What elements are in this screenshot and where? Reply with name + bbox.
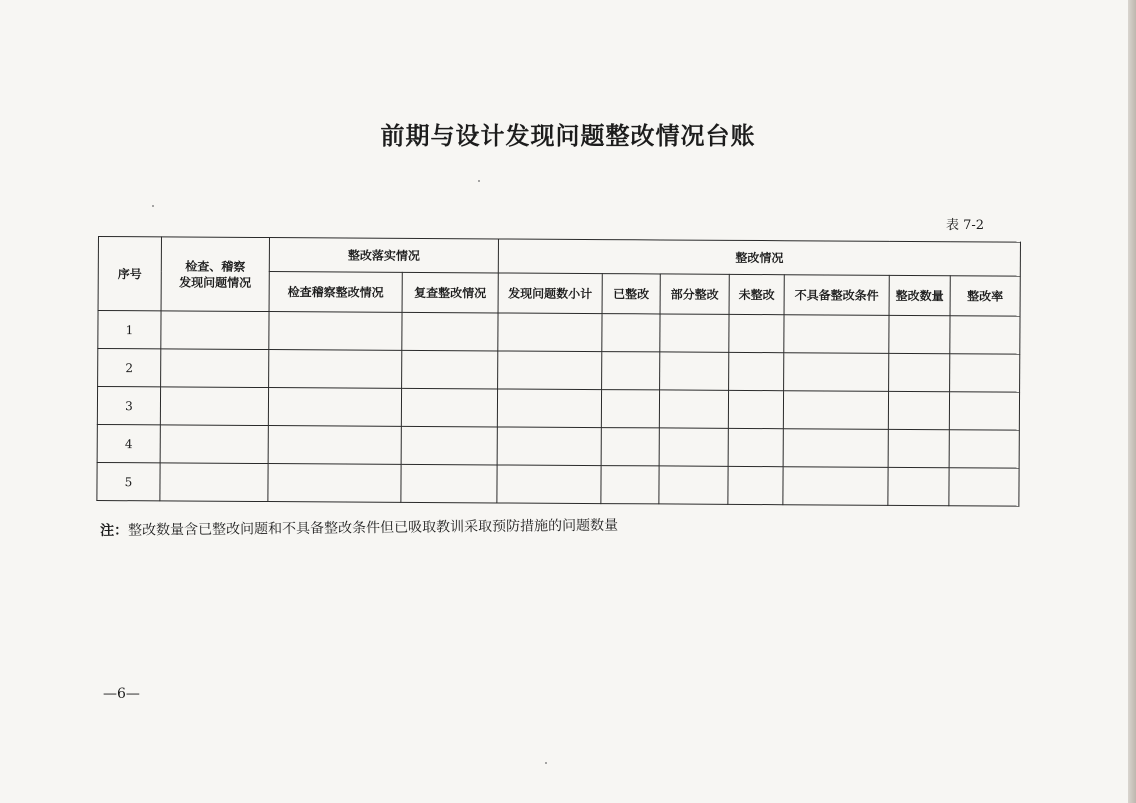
table-cell [602,314,660,352]
table-cell [601,390,659,428]
table-row [97,462,1019,506]
table-cell [498,313,602,352]
header-partially-rectified: 部分整改 [660,274,729,314]
table-cell [783,391,888,430]
table-cell [269,350,402,389]
table-cell [161,349,269,388]
table-cell [729,314,784,352]
table-footnote [100,515,618,540]
table-cell [497,465,601,504]
paper-speck [545,762,547,764]
table-cell [268,426,401,465]
table-row [98,349,1020,393]
table-cell [160,463,268,502]
table-cell [160,425,268,464]
table-cell [602,352,660,390]
table-cell [161,311,269,350]
header-group-implementation: 整改落实情况 [269,238,498,273]
table-cell [728,428,783,466]
table-row [98,311,1020,355]
table-cell [601,466,659,504]
table-cell [728,466,783,504]
table-row [97,424,1019,468]
table-cell [950,354,1020,392]
table-row [97,387,1019,431]
header-seq: 序号 [98,237,161,311]
header-rectification-rate: 整改率 [950,276,1020,316]
table-cell [949,430,1019,468]
header-group-status: 整改情况 [498,239,1020,276]
row-seq: 2 [98,349,161,387]
table-cell [888,391,949,429]
table-cell [784,353,889,392]
table-cell [783,467,888,506]
header-no-conditions: 不具备整改条件 [784,275,889,316]
table-cell [660,314,729,352]
table-cell [497,389,601,428]
table-cell [888,429,949,467]
table-cell [949,392,1019,430]
header-recheck-rectification: 复查整改情况 [402,272,498,313]
header-issue-subtotal: 发现问题数小计 [498,273,602,314]
table-cell [950,316,1020,354]
table-cell [268,464,401,503]
table-cell [498,351,602,390]
table-cell [160,387,268,426]
footnote-text: 整改数量含已整改问题和不具备整改条件但已吸取教训采取预防措施的问题数量 [128,517,619,539]
table-number: 表 7-2 [946,218,985,233]
table-cell [269,312,402,351]
table-cell [401,388,497,427]
table-cell [889,315,950,353]
table-cell [889,353,950,391]
paper-speck [478,180,480,182]
table-cell [660,352,729,390]
header-rectified: 已整改 [602,274,660,314]
table-cell [659,390,728,428]
table-cell [401,426,497,465]
footnote-label: 注： [100,522,129,539]
table-cell [402,312,498,351]
table-cell [728,390,783,428]
document-title: 前期与设计发现问题整改情况台账 [380,121,756,150]
table-cell [402,350,498,389]
row-seq: 1 [98,311,161,349]
row-seq: 4 [97,424,160,462]
header-not-rectified: 未整改 [729,274,784,314]
table-cell [888,467,949,505]
table-cell [268,388,401,427]
table-cell [401,464,497,503]
table-cell [949,468,1019,506]
row-seq: 5 [97,462,160,500]
paper-speck [152,205,154,207]
table-cell [729,352,784,390]
table-cell [784,315,889,354]
table-cell [497,427,601,466]
table-cell [659,466,728,504]
header-inspection-rectification: 检查稽察整改情况 [269,272,402,313]
table-cell [659,428,728,466]
rectification-ledger-table [96,236,1021,507]
header-finding: 检查、稽察 发现问题情况 [161,237,269,312]
page-number: —6— [103,686,140,702]
header-rectified-count: 整改数量 [889,275,950,315]
table-cell [601,428,659,466]
table-cell [783,429,888,468]
row-seq: 3 [97,387,160,425]
